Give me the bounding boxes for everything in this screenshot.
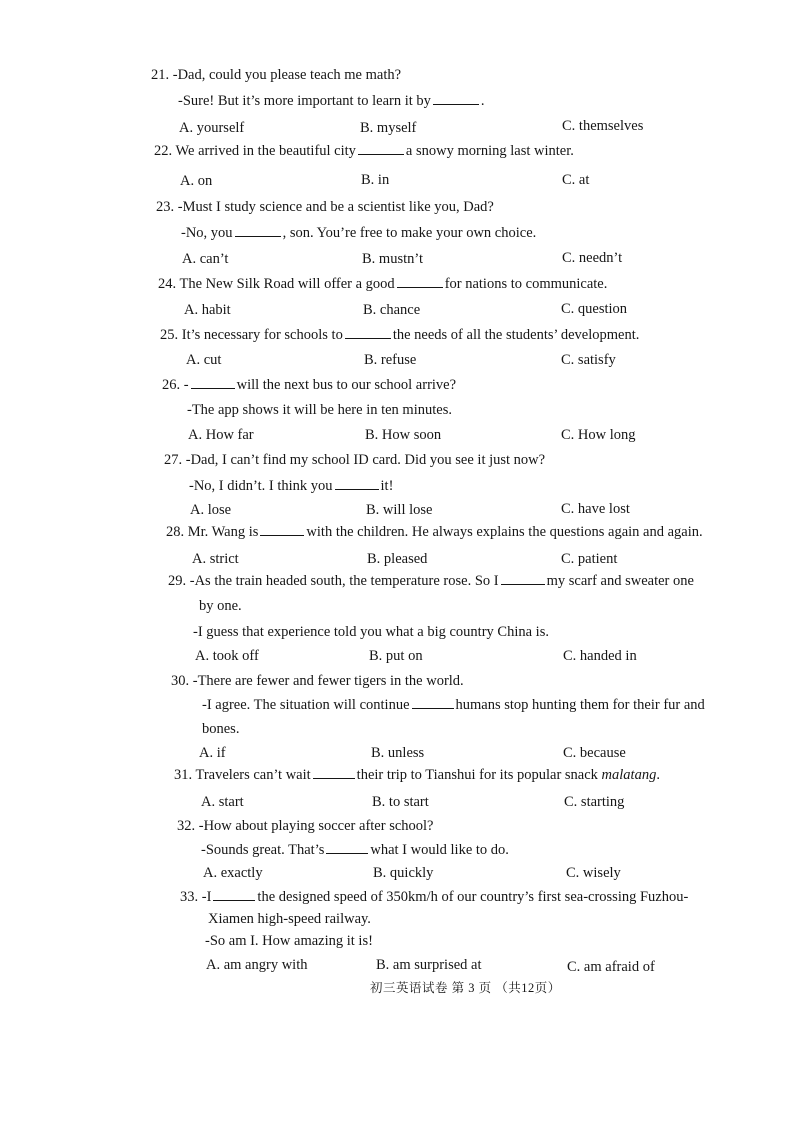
question-text: , son. You’re free to make your own choice. — [282, 225, 537, 241]
question-text: what I would like to do. — [370, 842, 509, 858]
question-29-line2: by one. — [199, 598, 242, 614]
question-number: 23. — [156, 199, 175, 215]
question-23-line2 — [181, 224, 536, 242]
option-c: C. How long — [561, 427, 636, 443]
answer-blank — [191, 376, 235, 389]
option-a: A. start — [201, 794, 244, 810]
option-b: B. pleased — [367, 551, 428, 567]
question-text: the needs of all the students’ development. — [392, 327, 640, 343]
option-b: B. myself — [360, 120, 417, 136]
question-text: Travelers can’t wait — [195, 767, 311, 783]
answer-blank — [326, 841, 368, 854]
answer-blank — [260, 523, 304, 536]
question-26-line2: -The app shows it will be here in ten minutes. — [187, 402, 452, 418]
question-text: it! — [380, 478, 394, 494]
question-text: -I — [201, 889, 212, 905]
question-30-line3: bones. — [202, 721, 240, 737]
option-a: A. if — [199, 745, 226, 761]
option-a: A. took off — [195, 648, 259, 664]
question-27-line2 — [189, 477, 393, 495]
question-text: -Must I study science and be a scientist like you, Dad? — [177, 199, 494, 215]
question-text: the designed speed of 350km/h of our country’s first sea-crossing Fuzhou- — [257, 889, 689, 905]
question-text: -No, I didn’t. I think you — [189, 478, 333, 494]
option-c: C. needn’t — [562, 250, 623, 266]
answer-blank — [412, 696, 454, 709]
question-33-line3: -So am I. How amazing it is! — [205, 933, 373, 949]
question-number: 33. — [180, 889, 199, 905]
option-c: C. satisfy — [561, 352, 616, 368]
question-text: -I agree. The situation will continue — [202, 697, 410, 713]
question-text: -Dad, I can’t find my school ID card. Did you see it just now? — [185, 452, 546, 468]
question-text: -There are fewer and fewer tigers in the world. — [192, 673, 464, 689]
option-a: A. yourself — [179, 120, 245, 136]
option-c: C. am afraid of — [567, 959, 655, 975]
option-c: C. have lost — [561, 501, 630, 517]
question-number: 21. — [151, 67, 170, 83]
option-c: C. question — [561, 301, 628, 317]
question-text: humans stop hunting them for their fur and — [455, 697, 705, 713]
question-text: We arrived in the beautiful city — [175, 143, 356, 159]
option-a: A. lose — [190, 502, 232, 518]
question-28 — [166, 523, 703, 541]
question-number: 30. — [171, 673, 190, 689]
question-27 — [164, 451, 545, 469]
option-c: C. because — [563, 745, 626, 761]
answer-blank — [358, 142, 404, 155]
answer-blank — [501, 572, 545, 585]
question-number: 32. — [177, 818, 196, 834]
question-29 — [168, 572, 694, 590]
question-number: 26. — [162, 377, 181, 393]
question-text: -How about playing soccer after school? — [198, 818, 434, 834]
option-b: B. put on — [369, 648, 423, 664]
question-31 — [174, 766, 660, 784]
option-a: A. cut — [186, 352, 222, 368]
question-italic-word: malatang — [601, 767, 657, 783]
question-text: -Sounds great. That’s — [201, 842, 325, 858]
option-b: B. refuse — [364, 352, 417, 368]
answer-blank — [213, 888, 255, 901]
question-text: a snowy morning last winter. — [405, 143, 574, 159]
question-text: -Sure! But it’s more important to learn it by — [178, 93, 431, 109]
option-a: A. on — [180, 173, 213, 189]
question-21 — [151, 66, 401, 84]
answer-blank — [345, 326, 391, 339]
option-a: A. am angry with — [206, 957, 308, 973]
question-33-line2: Xiamen high-speed railway. — [208, 911, 371, 927]
option-b: B. to start — [372, 794, 429, 810]
question-text: -No, you — [181, 225, 233, 241]
question-text: my scarf and sweater one — [546, 573, 694, 589]
option-b: B. quickly — [373, 865, 434, 881]
option-b: B. am surprised at — [376, 957, 482, 973]
option-b: B. unless — [371, 745, 425, 761]
question-number: 29. — [168, 573, 187, 589]
option-c: C. themselves — [562, 118, 644, 134]
answer-blank — [313, 766, 355, 779]
question-text: -As the train headed south, the temperature rose. So I — [189, 573, 499, 589]
question-32 — [177, 817, 433, 835]
option-c: C. wisely — [566, 865, 621, 881]
answer-blank — [235, 224, 281, 237]
option-a: A. can’t — [182, 251, 229, 267]
question-23 — [156, 198, 494, 216]
question-30-line2 — [202, 696, 705, 714]
question-32-line2 — [201, 841, 509, 859]
question-25 — [160, 326, 639, 344]
option-a: A. strict — [192, 551, 239, 567]
option-c: C. at — [562, 172, 590, 188]
question-26 — [162, 376, 456, 394]
question-text: with the children. He always explains the questions again and again. — [306, 524, 703, 540]
question-22 — [154, 142, 574, 160]
question-number: 27. — [164, 452, 183, 468]
option-b: B. will lose — [366, 502, 433, 518]
question-24 — [158, 275, 607, 293]
option-c: C. handed in — [563, 648, 637, 664]
question-text: for nations to communicate. — [444, 276, 608, 292]
question-text: The New Silk Road will offer a good — [179, 276, 395, 292]
option-c: C. starting — [564, 794, 625, 810]
option-b: B. How soon — [365, 427, 442, 443]
question-text: It’s necessary for schools to — [181, 327, 343, 343]
question-21-line2 — [178, 92, 485, 110]
answer-blank — [397, 275, 443, 288]
question-number: 24. — [158, 276, 177, 292]
option-b: B. chance — [363, 302, 421, 318]
option-a: A. habit — [184, 302, 231, 318]
option-c: C. patient — [561, 551, 618, 567]
question-30 — [171, 672, 464, 690]
page-footer: 初三英语试卷 第 3 页 （共12页） — [370, 981, 561, 995]
answer-blank — [335, 477, 379, 490]
option-b: B. in — [361, 172, 390, 188]
question-33 — [180, 888, 688, 906]
option-a: A. How far — [188, 427, 254, 443]
option-a: A. exactly — [203, 865, 263, 881]
question-text: . — [656, 767, 660, 783]
question-number: 22. — [154, 143, 173, 159]
question-text: will the next bus to our school arrive? — [236, 377, 457, 393]
question-text: -Dad, could you please teach me math? — [172, 67, 402, 83]
question-number: 28. — [166, 524, 185, 540]
question-29-line3: -I guess that experience told you what a big country China is. — [193, 624, 549, 640]
question-number: 25. — [160, 327, 179, 343]
question-number: 31. — [174, 767, 193, 783]
question-text: their trip to Tianshui for its popular snack — [356, 767, 598, 783]
option-b: B. mustn’t — [362, 251, 423, 267]
question-text: Mr. Wang is — [187, 524, 259, 540]
answer-blank — [433, 92, 479, 105]
question-text: . — [480, 93, 485, 109]
question-text: - — [183, 377, 189, 393]
